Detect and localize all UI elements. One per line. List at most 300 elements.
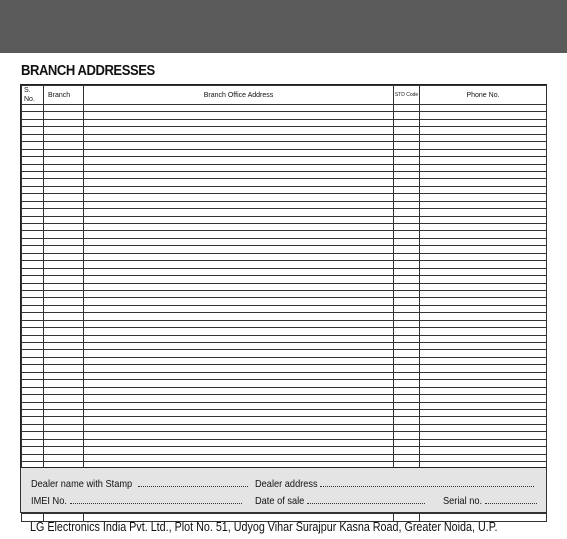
table-cell[interactable]: [44, 238, 84, 245]
table-cell[interactable]: [44, 171, 84, 178]
table-cell[interactable]: [420, 253, 547, 260]
table-cell[interactable]: [394, 335, 420, 342]
table-cell[interactable]: [84, 328, 394, 335]
table-cell[interactable]: [44, 305, 84, 312]
table-cell[interactable]: [84, 149, 394, 156]
table-cell[interactable]: [420, 209, 547, 216]
table-row: [22, 209, 547, 216]
table-cell[interactable]: [44, 231, 84, 238]
table-cell[interactable]: [420, 216, 547, 223]
table-cell[interactable]: [420, 127, 547, 134]
table-cell[interactable]: [84, 320, 394, 327]
table-cell[interactable]: [22, 224, 44, 231]
table-cell[interactable]: [394, 365, 420, 372]
table-cell[interactable]: [44, 298, 84, 305]
table-cell[interactable]: [44, 268, 84, 275]
dealer-stamp-line[interactable]: [138, 478, 248, 487]
table-cell[interactable]: [420, 171, 547, 178]
table-cell[interactable]: [84, 380, 394, 387]
table-row: [22, 343, 547, 350]
table-cell[interactable]: [22, 201, 44, 208]
table-cell[interactable]: [420, 305, 547, 312]
table-cell[interactable]: [44, 432, 84, 439]
table-cell[interactable]: [22, 171, 44, 178]
table-cell[interactable]: [394, 261, 420, 268]
table-cell[interactable]: [44, 380, 84, 387]
table-cell[interactable]: [22, 432, 44, 439]
table-cell[interactable]: [394, 320, 420, 327]
table-cell[interactable]: [394, 186, 420, 193]
table-cell[interactable]: [22, 365, 44, 372]
table-row: [22, 365, 547, 372]
table-cell[interactable]: [22, 194, 44, 201]
table-cell[interactable]: [44, 127, 84, 134]
table-cell[interactable]: [420, 357, 547, 364]
table-cell[interactable]: [84, 305, 394, 312]
table-cell[interactable]: [420, 276, 547, 283]
table-cell[interactable]: [394, 313, 420, 320]
table-cell[interactable]: [22, 253, 44, 260]
table-row: [22, 350, 547, 357]
table-cell[interactable]: [394, 305, 420, 312]
table-cell[interactable]: [22, 268, 44, 275]
table-cell[interactable]: [84, 246, 394, 253]
table-cell[interactable]: [22, 157, 44, 164]
table-cell[interactable]: [22, 343, 44, 350]
table-cell[interactable]: [22, 164, 44, 171]
table-cell[interactable]: [22, 246, 44, 253]
table-cell[interactable]: [22, 179, 44, 186]
table-row: [22, 179, 547, 186]
table-cell[interactable]: [394, 209, 420, 216]
table-cell[interactable]: [84, 134, 394, 141]
table-cell[interactable]: [394, 290, 420, 297]
table-row: [22, 357, 547, 364]
table-cell[interactable]: [420, 454, 547, 461]
table-cell[interactable]: [420, 142, 547, 149]
table-cell[interactable]: [394, 343, 420, 350]
table-row: [22, 216, 547, 223]
table-cell[interactable]: [394, 387, 420, 394]
table-cell[interactable]: [44, 365, 84, 372]
table-cell[interactable]: [84, 357, 394, 364]
table-row: [22, 395, 547, 402]
table-cell[interactable]: [84, 268, 394, 275]
table-cell[interactable]: [394, 432, 420, 439]
table-cell[interactable]: [394, 439, 420, 446]
table-cell[interactable]: [84, 454, 394, 461]
table-row: [22, 194, 547, 201]
table-cell[interactable]: [22, 409, 44, 416]
table-cell[interactable]: [22, 216, 44, 223]
table-cell[interactable]: [44, 179, 84, 186]
table-cell[interactable]: [420, 432, 547, 439]
table-cell[interactable]: [394, 409, 420, 416]
table-row: [22, 380, 547, 387]
table-cell[interactable]: [420, 439, 547, 446]
table-cell[interactable]: [84, 439, 394, 446]
table-cell[interactable]: [420, 335, 547, 342]
table-cell[interactable]: [84, 447, 394, 454]
table-cell[interactable]: [420, 194, 547, 201]
table-cell[interactable]: [394, 112, 420, 119]
imei-line[interactable]: [70, 495, 242, 504]
table-cell[interactable]: [84, 112, 394, 119]
table-cell[interactable]: [22, 261, 44, 268]
table-row: [22, 201, 547, 208]
table-cell[interactable]: [394, 372, 420, 379]
table-cell[interactable]: [420, 268, 547, 275]
table-cell[interactable]: [420, 157, 547, 164]
table-cell[interactable]: [420, 283, 547, 290]
table-cell[interactable]: [394, 231, 420, 238]
table-cell[interactable]: [420, 186, 547, 193]
table-cell[interactable]: [22, 447, 44, 454]
table-row: [22, 127, 547, 134]
table-cell[interactable]: [420, 402, 547, 409]
table-row: [22, 276, 547, 283]
dealer-address-field[interactable]: [255, 478, 534, 490]
table-cell[interactable]: [22, 320, 44, 327]
table-cell[interactable]: [420, 246, 547, 253]
table-cell[interactable]: [44, 246, 84, 253]
table-cell[interactable]: [394, 253, 420, 260]
table-cell[interactable]: [84, 253, 394, 260]
table-cell[interactable]: [22, 424, 44, 431]
table-cell[interactable]: [420, 164, 547, 171]
table-cell[interactable]: [44, 209, 84, 216]
date-of-sale-field[interactable]: [255, 495, 425, 507]
col-header-address: Branch Office Address: [84, 86, 394, 105]
table-cell[interactable]: [22, 134, 44, 141]
table-cell[interactable]: [394, 171, 420, 178]
table-cell[interactable]: [394, 380, 420, 387]
table-cell[interactable]: [420, 179, 547, 186]
table-cell[interactable]: [84, 119, 394, 126]
table-cell[interactable]: [394, 224, 420, 231]
top-band: [0, 0, 567, 53]
table-cell[interactable]: [44, 343, 84, 350]
table-cell[interactable]: [44, 402, 84, 409]
table-row: [22, 164, 547, 171]
table-cell[interactable]: [44, 119, 84, 126]
table-row: [22, 105, 547, 112]
table-row: [22, 119, 547, 126]
table-cell[interactable]: [44, 387, 84, 394]
table-cell[interactable]: [394, 201, 420, 208]
table-cell[interactable]: [84, 194, 394, 201]
table-cell[interactable]: [394, 424, 420, 431]
address-table-grid: [21, 85, 547, 522]
table-row: [22, 298, 547, 305]
table-cell[interactable]: [420, 365, 547, 372]
dealer-address-line[interactable]: [320, 478, 534, 487]
table-cell[interactable]: [22, 328, 44, 335]
table-cell[interactable]: [420, 328, 547, 335]
table-cell[interactable]: [394, 276, 420, 283]
table-cell[interactable]: [22, 127, 44, 134]
table-cell[interactable]: [44, 424, 84, 431]
table-cell[interactable]: [44, 320, 84, 327]
table-cell[interactable]: [44, 409, 84, 416]
table-cell[interactable]: [420, 350, 547, 357]
table-cell[interactable]: [420, 290, 547, 297]
table-cell[interactable]: [44, 164, 84, 171]
table-cell[interactable]: [44, 439, 84, 446]
table-cell[interactable]: [44, 216, 84, 223]
table-cell[interactable]: [44, 283, 84, 290]
table-cell[interactable]: [84, 424, 394, 431]
date-of-sale-line[interactable]: [307, 495, 425, 504]
table-cell[interactable]: [394, 350, 420, 357]
table-cell[interactable]: [44, 417, 84, 424]
table-cell[interactable]: [420, 112, 547, 119]
table-cell[interactable]: [394, 402, 420, 409]
table-cell[interactable]: [394, 105, 420, 112]
col-header-branch: Branch: [44, 86, 84, 105]
dealer-stamp-label: Dealer name with Stamp: [31, 478, 133, 490]
table-cell[interactable]: [394, 454, 420, 461]
table-cell[interactable]: [394, 246, 420, 253]
table-cell[interactable]: [84, 402, 394, 409]
table-cell[interactable]: [420, 134, 547, 141]
table-cell[interactable]: [44, 157, 84, 164]
table-cell[interactable]: [84, 231, 394, 238]
table-cell[interactable]: [44, 447, 84, 454]
table-cell[interactable]: [394, 447, 420, 454]
table-cell[interactable]: [394, 216, 420, 223]
table-cell[interactable]: [84, 432, 394, 439]
table-cell[interactable]: [420, 149, 547, 156]
table-cell[interactable]: [84, 164, 394, 171]
table-cell[interactable]: [420, 261, 547, 268]
table-cell[interactable]: [44, 350, 84, 357]
table-cell[interactable]: [22, 283, 44, 290]
table-cell[interactable]: [22, 387, 44, 394]
table-cell[interactable]: [394, 179, 420, 186]
table-row: [22, 328, 547, 335]
table-cell[interactable]: [84, 105, 394, 112]
table-cell[interactable]: [44, 328, 84, 335]
table-cell[interactable]: [44, 134, 84, 141]
table-cell[interactable]: [420, 105, 547, 112]
table-cell[interactable]: [84, 179, 394, 186]
table-row: [22, 112, 547, 119]
table-cell[interactable]: [420, 343, 547, 350]
table-cell[interactable]: [44, 261, 84, 268]
table-cell[interactable]: [22, 372, 44, 379]
table-cell[interactable]: [420, 231, 547, 238]
table-cell[interactable]: [44, 395, 84, 402]
page-title: BRANCH ADDRESSES: [21, 63, 155, 79]
table-cell[interactable]: [22, 395, 44, 402]
table-cell[interactable]: [22, 209, 44, 216]
table-row: [22, 320, 547, 327]
table-row: [22, 149, 547, 156]
table-cell[interactable]: [84, 276, 394, 283]
table-cell[interactable]: [420, 417, 547, 424]
table-cell[interactable]: [22, 112, 44, 119]
table-cell[interactable]: [84, 350, 394, 357]
table-cell[interactable]: [84, 238, 394, 245]
table-cell[interactable]: [84, 186, 394, 193]
table-cell[interactable]: [84, 142, 394, 149]
table-cell[interactable]: [84, 395, 394, 402]
table-cell[interactable]: [84, 313, 394, 320]
table-cell[interactable]: [394, 194, 420, 201]
table-cell[interactable]: [420, 380, 547, 387]
table-cell[interactable]: [420, 298, 547, 305]
col-header-sno: S. No.: [22, 86, 44, 105]
table-cell[interactable]: [22, 402, 44, 409]
branch-address-table: [20, 84, 547, 468]
table-cell[interactable]: [84, 290, 394, 297]
table-cell[interactable]: [44, 372, 84, 379]
table-cell[interactable]: [420, 320, 547, 327]
table-cell[interactable]: [44, 357, 84, 364]
table-cell[interactable]: [420, 395, 547, 402]
table-cell[interactable]: [84, 209, 394, 216]
table-cell[interactable]: [84, 224, 394, 231]
table-cell[interactable]: [44, 276, 84, 283]
table-cell[interactable]: [394, 417, 420, 424]
table-cell[interactable]: [22, 238, 44, 245]
table-cell[interactable]: [44, 335, 84, 342]
table-cell[interactable]: [22, 298, 44, 305]
dealer-stamp-field[interactable]: [31, 478, 248, 490]
table-row: [22, 387, 547, 394]
table-cell[interactable]: [84, 157, 394, 164]
serial-no-field[interactable]: [443, 495, 537, 507]
table-cell[interactable]: [22, 149, 44, 156]
table-cell[interactable]: [22, 142, 44, 149]
table-cell[interactable]: [84, 298, 394, 305]
dealer-address-label: Dealer address: [255, 478, 318, 490]
table-cell[interactable]: [44, 149, 84, 156]
table-row: [22, 246, 547, 253]
table-cell[interactable]: [394, 357, 420, 364]
table-cell[interactable]: [22, 439, 44, 446]
table-cell[interactable]: [420, 372, 547, 379]
table-cell[interactable]: [84, 387, 394, 394]
table-cell[interactable]: [44, 454, 84, 461]
table-cell[interactable]: [420, 409, 547, 416]
table-cell[interactable]: [22, 105, 44, 112]
table-cell[interactable]: [22, 417, 44, 424]
table-cell[interactable]: [84, 216, 394, 223]
table-cell[interactable]: [420, 119, 547, 126]
table-cell[interactable]: [22, 119, 44, 126]
table-cell[interactable]: [84, 343, 394, 350]
table-cell[interactable]: [84, 283, 394, 290]
table-cell[interactable]: [84, 417, 394, 424]
table-cell[interactable]: [84, 365, 394, 372]
table-cell[interactable]: [394, 268, 420, 275]
table-cell[interactable]: [420, 447, 547, 454]
table-cell[interactable]: [420, 224, 547, 231]
table-cell[interactable]: [22, 276, 44, 283]
table-row: [22, 447, 547, 454]
table-cell[interactable]: [22, 290, 44, 297]
table-cell[interactable]: [44, 313, 84, 320]
table-cell[interactable]: [394, 238, 420, 245]
table-cell[interactable]: [420, 313, 547, 320]
table-cell[interactable]: [420, 424, 547, 431]
table-cell[interactable]: [44, 253, 84, 260]
imei-field[interactable]: [31, 495, 242, 507]
table-cell[interactable]: [84, 201, 394, 208]
table-cell[interactable]: [44, 201, 84, 208]
table-cell[interactable]: [394, 283, 420, 290]
table-row: [22, 305, 547, 312]
table-cell[interactable]: [44, 224, 84, 231]
table-cell[interactable]: [394, 134, 420, 141]
table-cell[interactable]: [420, 387, 547, 394]
table-cell[interactable]: [22, 186, 44, 193]
table-row: [22, 157, 547, 164]
table-cell[interactable]: [22, 313, 44, 320]
table-cell[interactable]: [394, 149, 420, 156]
table-cell[interactable]: [84, 127, 394, 134]
table-cell[interactable]: [84, 409, 394, 416]
table-row: [22, 171, 547, 178]
table-cell[interactable]: [420, 238, 547, 245]
table-cell[interactable]: [22, 380, 44, 387]
table-cell[interactable]: [394, 328, 420, 335]
table-cell[interactable]: [44, 112, 84, 119]
table-cell[interactable]: [394, 164, 420, 171]
table-cell[interactable]: [394, 395, 420, 402]
table-cell[interactable]: [420, 201, 547, 208]
table-row: [22, 439, 547, 446]
table-cell[interactable]: [22, 305, 44, 312]
table-cell[interactable]: [84, 171, 394, 178]
table-cell[interactable]: [44, 186, 84, 193]
table-row: [22, 186, 547, 193]
table-cell[interactable]: [22, 350, 44, 357]
table-row: [22, 261, 547, 268]
table-cell[interactable]: [22, 335, 44, 342]
table-cell[interactable]: [44, 194, 84, 201]
table-cell[interactable]: [22, 454, 44, 461]
table-cell[interactable]: [44, 290, 84, 297]
table-cell[interactable]: [44, 105, 84, 112]
table-cell[interactable]: [84, 372, 394, 379]
table-row: [22, 224, 547, 231]
table-row: [22, 417, 547, 424]
table-cell[interactable]: [394, 119, 420, 126]
col-header-phone: Phone No.: [420, 86, 547, 105]
col-header-std: STD Code: [394, 86, 420, 105]
table-cell[interactable]: [394, 127, 420, 134]
table-row: [22, 134, 547, 141]
table-cell[interactable]: [22, 231, 44, 238]
table-row: [22, 253, 547, 260]
date-of-sale-label: Date of sale: [255, 495, 305, 507]
table-cell[interactable]: [22, 357, 44, 364]
table-cell[interactable]: [394, 142, 420, 149]
serial-no-line[interactable]: [485, 495, 537, 504]
table-cell[interactable]: [394, 298, 420, 305]
table-row: [22, 335, 547, 342]
table-cell[interactable]: [44, 142, 84, 149]
table-cell[interactable]: [84, 335, 394, 342]
table-header-row: [22, 86, 547, 105]
table-row: [22, 268, 547, 275]
company-address-footer: LG Electronics India Pvt. Ltd., Plot No. 51, Udyog Vihar Surajpur Kasna Road, Greater Noida, U.P.: [30, 520, 498, 534]
table-cell[interactable]: [394, 157, 420, 164]
table-cell[interactable]: [84, 261, 394, 268]
